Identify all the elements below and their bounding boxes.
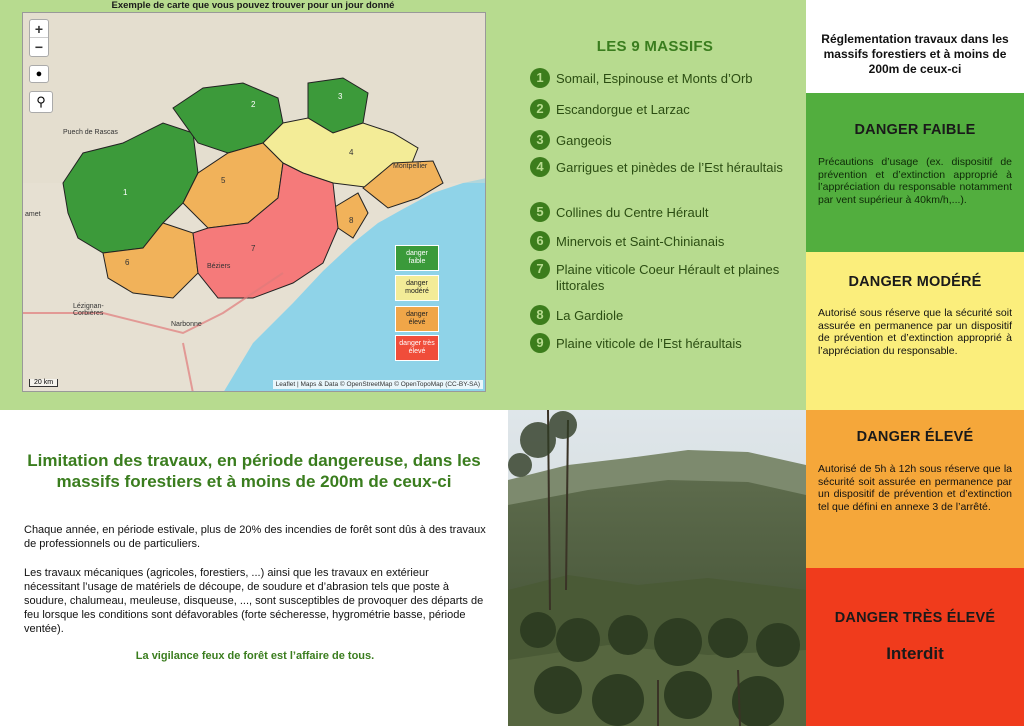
danger-level-title: DANGER FAIBLE (854, 122, 976, 138)
map-panel (0, 0, 806, 410)
place-label: Béziers (207, 263, 231, 270)
place-label: Puech de Rascas (63, 129, 118, 136)
zone-label-5: 5 (221, 176, 226, 185)
list-item (530, 202, 800, 231)
article-title: Limitation des travaux, en période dangereuse, dans les massifs forestiers et à moins de 200m de ceux-ci (27, 451, 481, 491)
zoom-control (29, 19, 49, 57)
number-badge: 4 (530, 157, 550, 177)
article-paragraph: Chaque année, en période estivale, plus de 20% des incendies de forêt sont dûs à des travaux de professionnels ou de particuliers. (24, 524, 486, 550)
number-badge: 8 (530, 305, 550, 325)
place-label: Lézignan-Corbières (73, 303, 104, 317)
zone-label-1: 1 (123, 188, 128, 197)
massif-list (530, 68, 800, 361)
danger-level-title: DANGER TRÈS ÉLEVÉ (834, 610, 996, 626)
massif-label: Escandorgue et Larzac (556, 102, 690, 117)
regulation-column (806, 0, 1024, 726)
zone-label-3: 3 (338, 92, 343, 101)
danger-level-text: Interdit (886, 644, 944, 663)
danger-level-text: Précautions d’usage (ex. dispositif de prévention et d’extinction approprié à l’appréciation du responsable notamment par vent supérieur à 40km/h,...). (818, 156, 1012, 206)
number-badge: 9 (530, 333, 550, 353)
search-icon[interactable]: ⚲ (29, 91, 53, 113)
legend-danger-tres-eleve: danger très élevé (395, 335, 439, 361)
article-paragraph: Les travaux mécaniques (agricoles, forestiers, ...) ainsi que les travaux en extérieur nécessitant l’usage de matériels de découpe, de soudure et d’abrasion tels que poste à soudure, chalumeau, meuleuse, disqueuse, ..., sont susceptibles de provoquer des départs de feu lorsque les conditions sont défavorables (forte sécheresse, hygrométrie basse, période ventée). (24, 567, 484, 635)
massif-label: Plaine viticole de l’Est héraultais (556, 336, 742, 351)
list-item (530, 231, 800, 259)
massifs-title: LES 9 MASSIFS (596, 38, 714, 55)
map-attribution[interactable]: Leaflet | Maps & Data © OpenStreetMap © OpenTopoMap (CC-BY-SA) (273, 380, 483, 389)
article-slogan: La vigilance feux de forêt est l’affaire de tous. (135, 650, 375, 662)
massif-label: Plaine viticole Coeur Hérault et plaines littorales (556, 262, 780, 293)
article-section (0, 410, 508, 726)
zone-label-4: 4 (349, 148, 354, 157)
number-badge: 7 (530, 259, 550, 279)
number-badge: 1 (530, 68, 550, 88)
legend-danger-faible: danger faible (395, 245, 439, 271)
map-scale: 20 km (29, 379, 58, 387)
place-label: amet (25, 211, 41, 218)
danger-level-text: Autorisé sous réserve que la sécurité soit assurée en permanence par un dispositif de prévention et d’extinction approprié à l’appréciation du responsable. (818, 307, 1012, 357)
danger-level-title: DANGER MODÉRÉ (848, 274, 982, 290)
zone-label-6: 6 (125, 258, 130, 267)
zone-label-2: 2 (251, 100, 256, 109)
zone-label-8: 8 (349, 216, 354, 225)
massif-label: Minervois et Saint-Chinianais (556, 234, 725, 249)
list-item (530, 68, 800, 99)
list-item (530, 99, 800, 130)
zoom-in-button[interactable]: + (30, 20, 48, 38)
massif-label: Garrigues et pinèdes de l’Est héraultais (556, 160, 783, 175)
place-label: Montpellier (393, 163, 428, 170)
place-label: Narbonne (171, 321, 202, 328)
massif-label: Somail, Espinouse et Monts d’Orb (556, 71, 753, 86)
list-item (530, 130, 800, 157)
regulation-title: Réglementation travaux dans les massifs forestiers et à moins de 200m de ceux-ci (806, 0, 1024, 93)
list-item (530, 157, 800, 202)
globe-icon[interactable]: ● (29, 65, 49, 83)
list-item (530, 333, 800, 361)
fire-danger-map[interactable] (22, 12, 486, 392)
number-badge: 3 (530, 130, 550, 150)
danger-modere-block (806, 252, 1024, 410)
number-badge: 2 (530, 99, 550, 119)
list-item (530, 259, 800, 305)
legend-danger-eleve: danger élevé (395, 306, 439, 332)
massif-label: Gangeois (556, 133, 612, 148)
zoom-out-button[interactable]: − (34, 39, 44, 55)
massif-label: Collines du Centre Hérault (556, 205, 709, 220)
danger-faible-block (806, 93, 1024, 252)
danger-level-text: Autorisé de 5h à 12h sous réserve que la sécurité soit assurée en permanence par un dispositif de prévention et d’extinction tel que défini en annexe 3 de l’arrêté. (818, 463, 1012, 513)
danger-eleve-block (806, 410, 1024, 568)
number-badge: 5 (530, 202, 550, 222)
danger-level-title: DANGER ÉLEVÉ (856, 429, 974, 445)
massif-label: La Gardiole (556, 308, 624, 323)
list-item (530, 305, 800, 333)
map-caption: Exemple de carte que vous pouvez trouver pour un jour donné (111, 0, 395, 11)
forest-image (508, 410, 806, 726)
danger-tres-eleve-block (806, 568, 1024, 726)
zone-label-7: 7 (251, 244, 256, 253)
number-badge: 6 (530, 231, 550, 251)
legend-danger-modere: danger modéré (395, 275, 439, 301)
forest-photo (508, 410, 806, 726)
